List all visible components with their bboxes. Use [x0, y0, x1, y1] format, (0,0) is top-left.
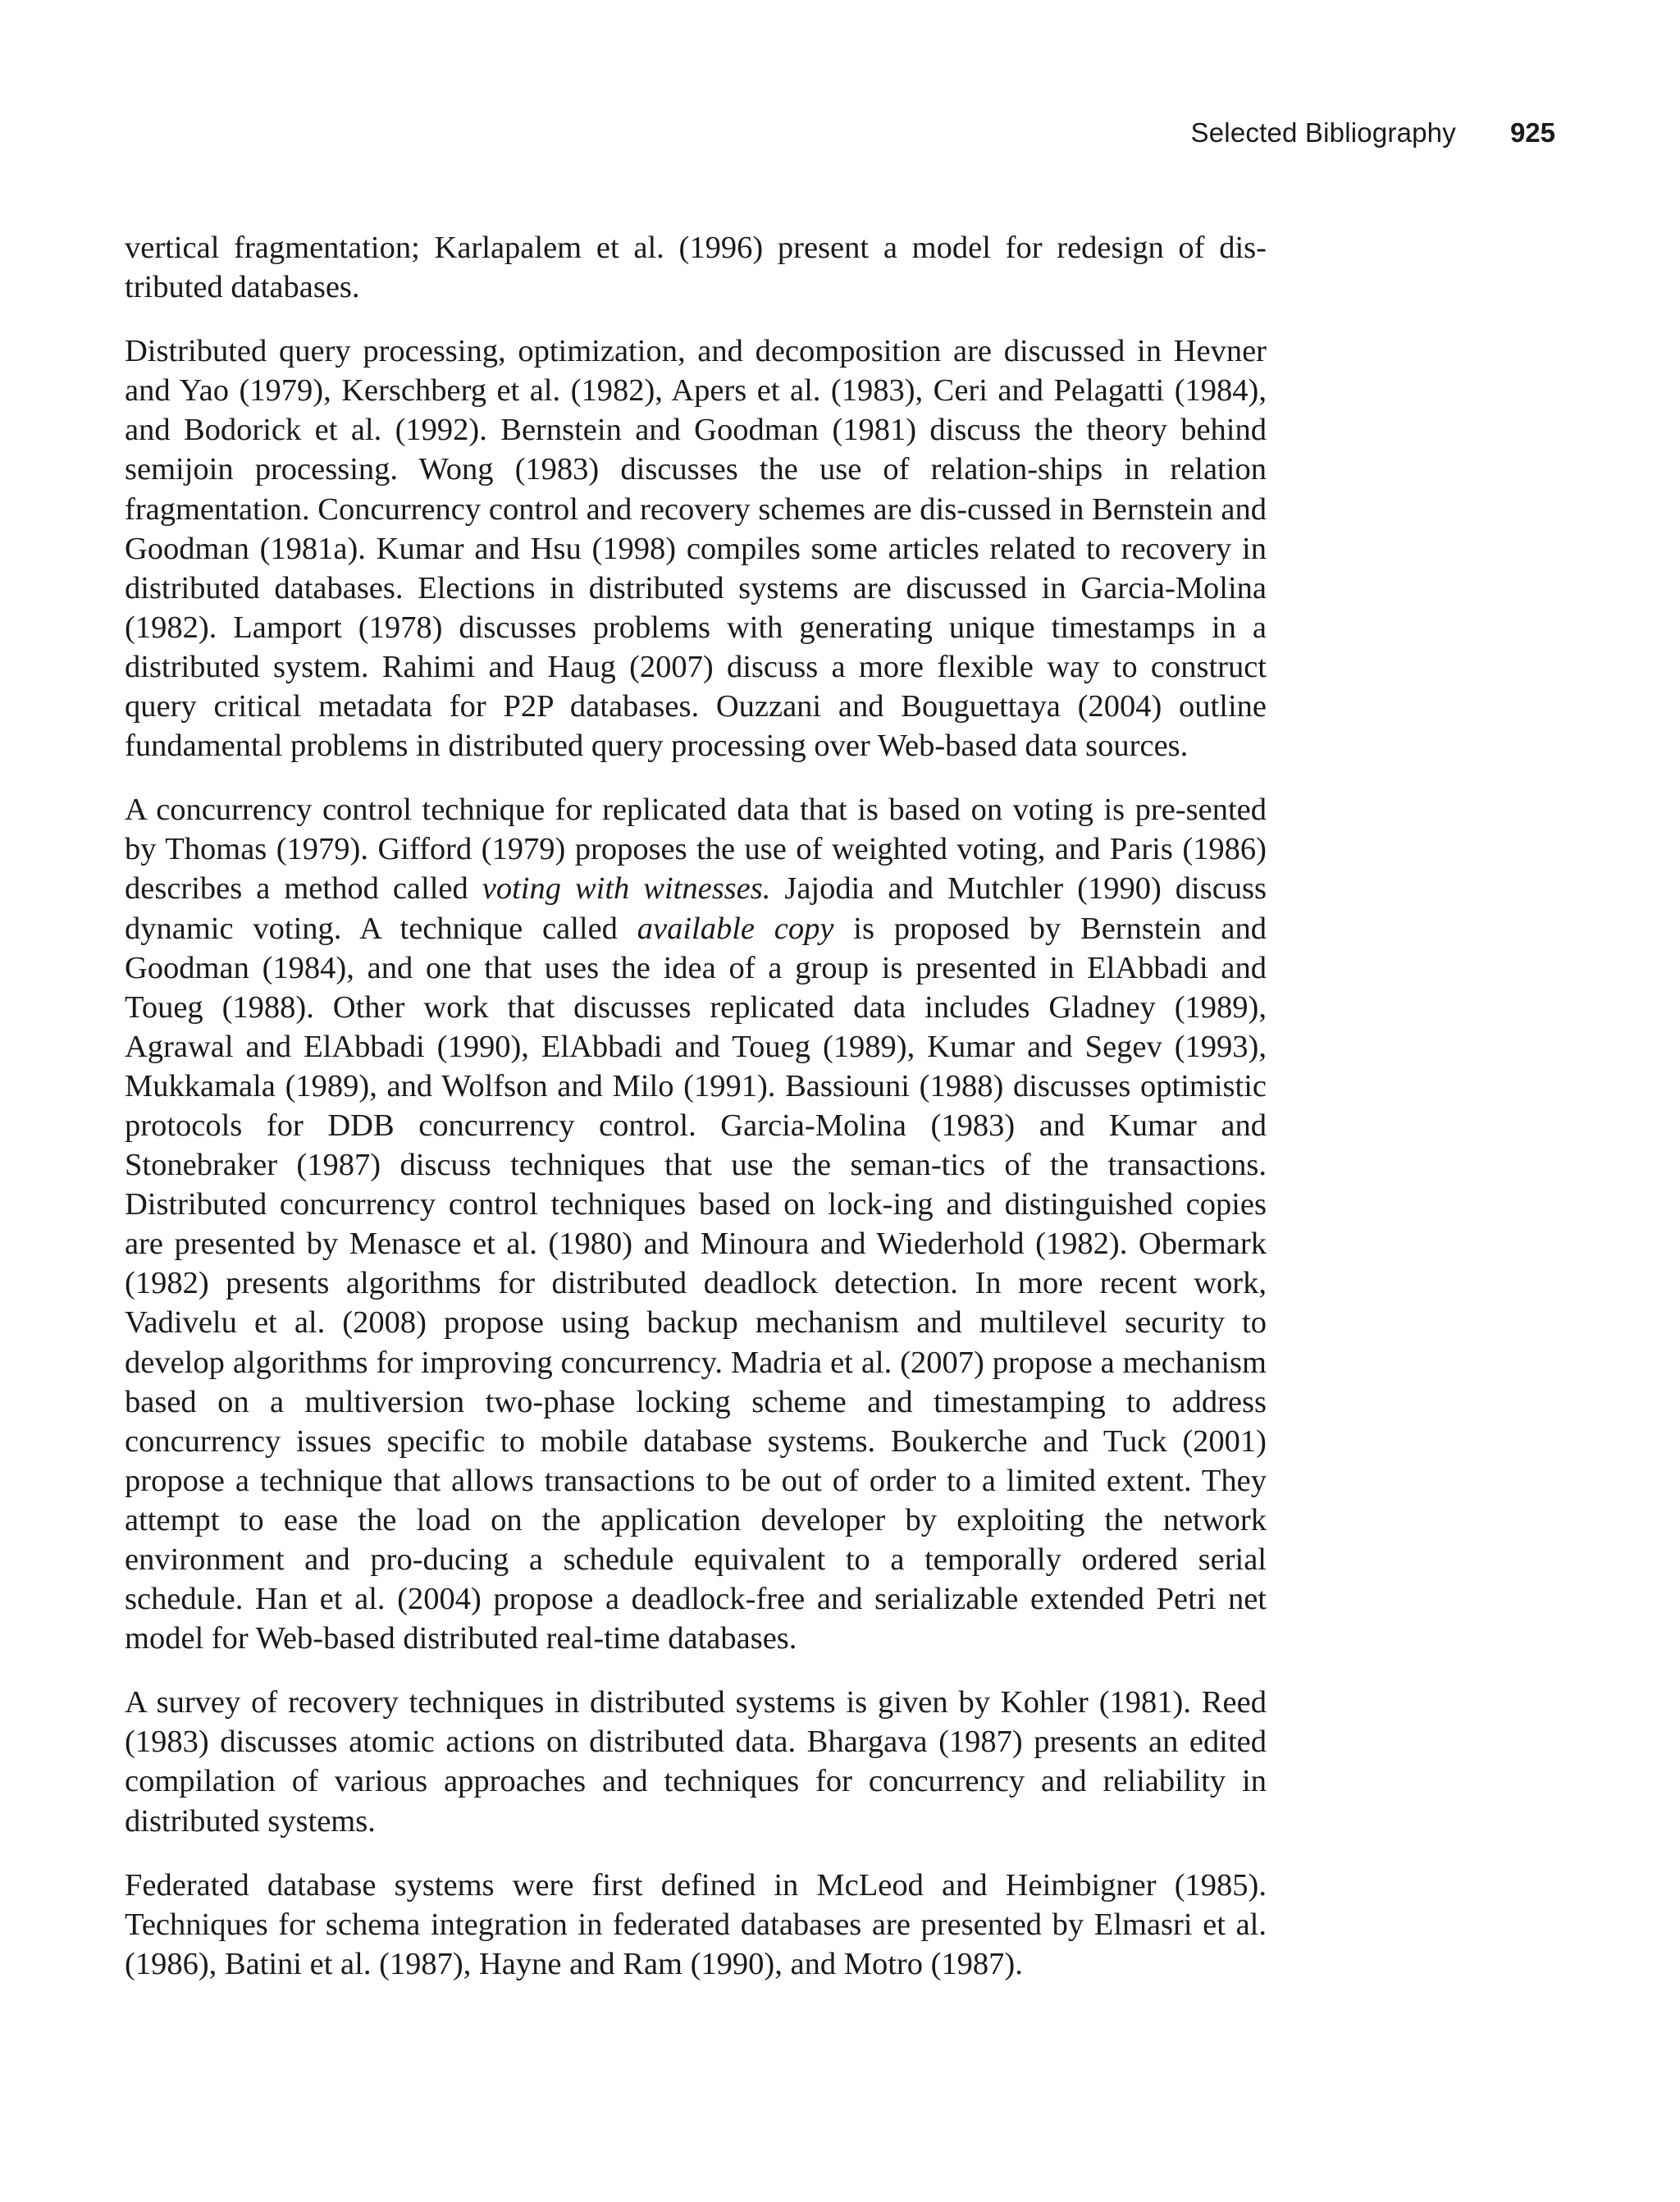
- paragraph-text: A survey of recovery techniques in distributed systems is given by Kohler (1981). Reed (1983) discusses atomic actions on distributed data. Bhargava (1987) presents an edited compilation of various approaches and techniques for concurrency and reliability in distributed systems.: [125, 1685, 1267, 1839]
- body-text: [125, 228, 1267, 1984]
- paragraph-text: Federated database systems were first defined in McLeod and Heimbigner (1985). Techniques for schema integration in federated databases are presented by Elmasri et al. (1986), Batini et al. (1987), Hayne and Ram (1990), and Motro (1987).: [125, 1867, 1267, 1981]
- paragraph-3: [125, 790, 1267, 1658]
- paragraph-4: [125, 1683, 1267, 1840]
- paragraph-text: Distributed query processing, optimization, and decomposition are discussed in Hevner and Yao (1979), Kerschberg et al. (1982), Apers et al. (1983), Ceri and Pelagatti (1984), and Bodorick et al. (1992). Bernstein and Goodman (1981) discuss the theory behind semijoin processing. Wong (1983) discusses the use of relation-ships in relation fragmentation. Concurrency control and recovery schemes are dis-cussed in Bernstein and Goodman (1981a). Kumar and Hsu (1998) compiles some articles related to recovery in distributed databases. Elections in distributed systems are discussed in Garcia-Molina (1982). Lamport (1978) discusses problems with generating unique timestamps in a distributed system. Rahimi and Haug (2007) discuss a more flexible way to construct query critical metadata for P2P databases. Ouzzani and Bouguettaya (2004) outline fundamental problems in distributed query processing over Web-based data sources.: [125, 334, 1267, 764]
- paragraph-text: Jajodia and Mutchler (1990) discuss dynamic voting. A technique called: [125, 871, 1267, 946]
- page-number: 925: [1509, 117, 1555, 148]
- paragraph-5: [125, 1866, 1267, 1984]
- italic-term-available-copy: available copy: [637, 911, 834, 946]
- paragraph-text: A concurrency control technique for replicated data that is based on voting is pre-sented by Thomas (1979). Gifford (1979) proposes the use of weighted voting, and Paris (1986) describes a method called: [125, 793, 1267, 907]
- paragraph-text: vertical fragmentation; Karlapalem et al. (1996) present a model for redesign of dis-tributed databases.: [125, 231, 1267, 305]
- italic-term-voting-with-witnesses: voting with witnesses.: [482, 871, 771, 907]
- running-title: Selected Bibliography: [1190, 117, 1456, 148]
- paragraph-1: [125, 228, 1267, 307]
- running-header: [1191, 117, 1555, 153]
- paragraph-2: [125, 331, 1267, 765]
- paragraph-text: is proposed by Bernstein and Goodman (1984), and one that uses the idea of a group is presented in ElAbbadi and Toueg (1988). Other work that discusses replicated data includes Gladney (1989), Agrawal and ElAbbadi (1990), ElAbbadi and Toueg (1989), Kumar and Segev (1993), Mukkamala (1989), and Wolfson and Milo (1991). Bassiouni (1988) discusses optimistic protocols for DDB concurrency control. Garcia-Molina (1983) and Kumar and Stonebraker (1987) discuss techniques that use the seman-tics of the transactions. Distributed concurrency control techniques based on lock-ing and distinguished copies are presented by Menasce et al. (1980) and Minoura and Wiederhold (1982). Obermark (1982) presents algorithms for distributed deadlock detection. In more recent work, Vadivelu et al. (2008) propose using backup mechanism and multilevel security to develop algorithms for improving concurrency. Madria et al. (2007) propose a mechanism based on a multiversion two-phase locking scheme and timestamping to address concurrency issues specific to mobile database systems. Boukerche and Tuck (2001) propose a technique that allows transactions to be out of order to a limited extent. They attempt to ease the load on the application developer by exploiting the network environment and pro-ducing a schedule equivalent to a temporally ordered serial schedule. Han et al. (2004) propose a deadlock-free and serializable extended Petri net model for Web-based distributed real-time databases.: [125, 911, 1267, 1656]
